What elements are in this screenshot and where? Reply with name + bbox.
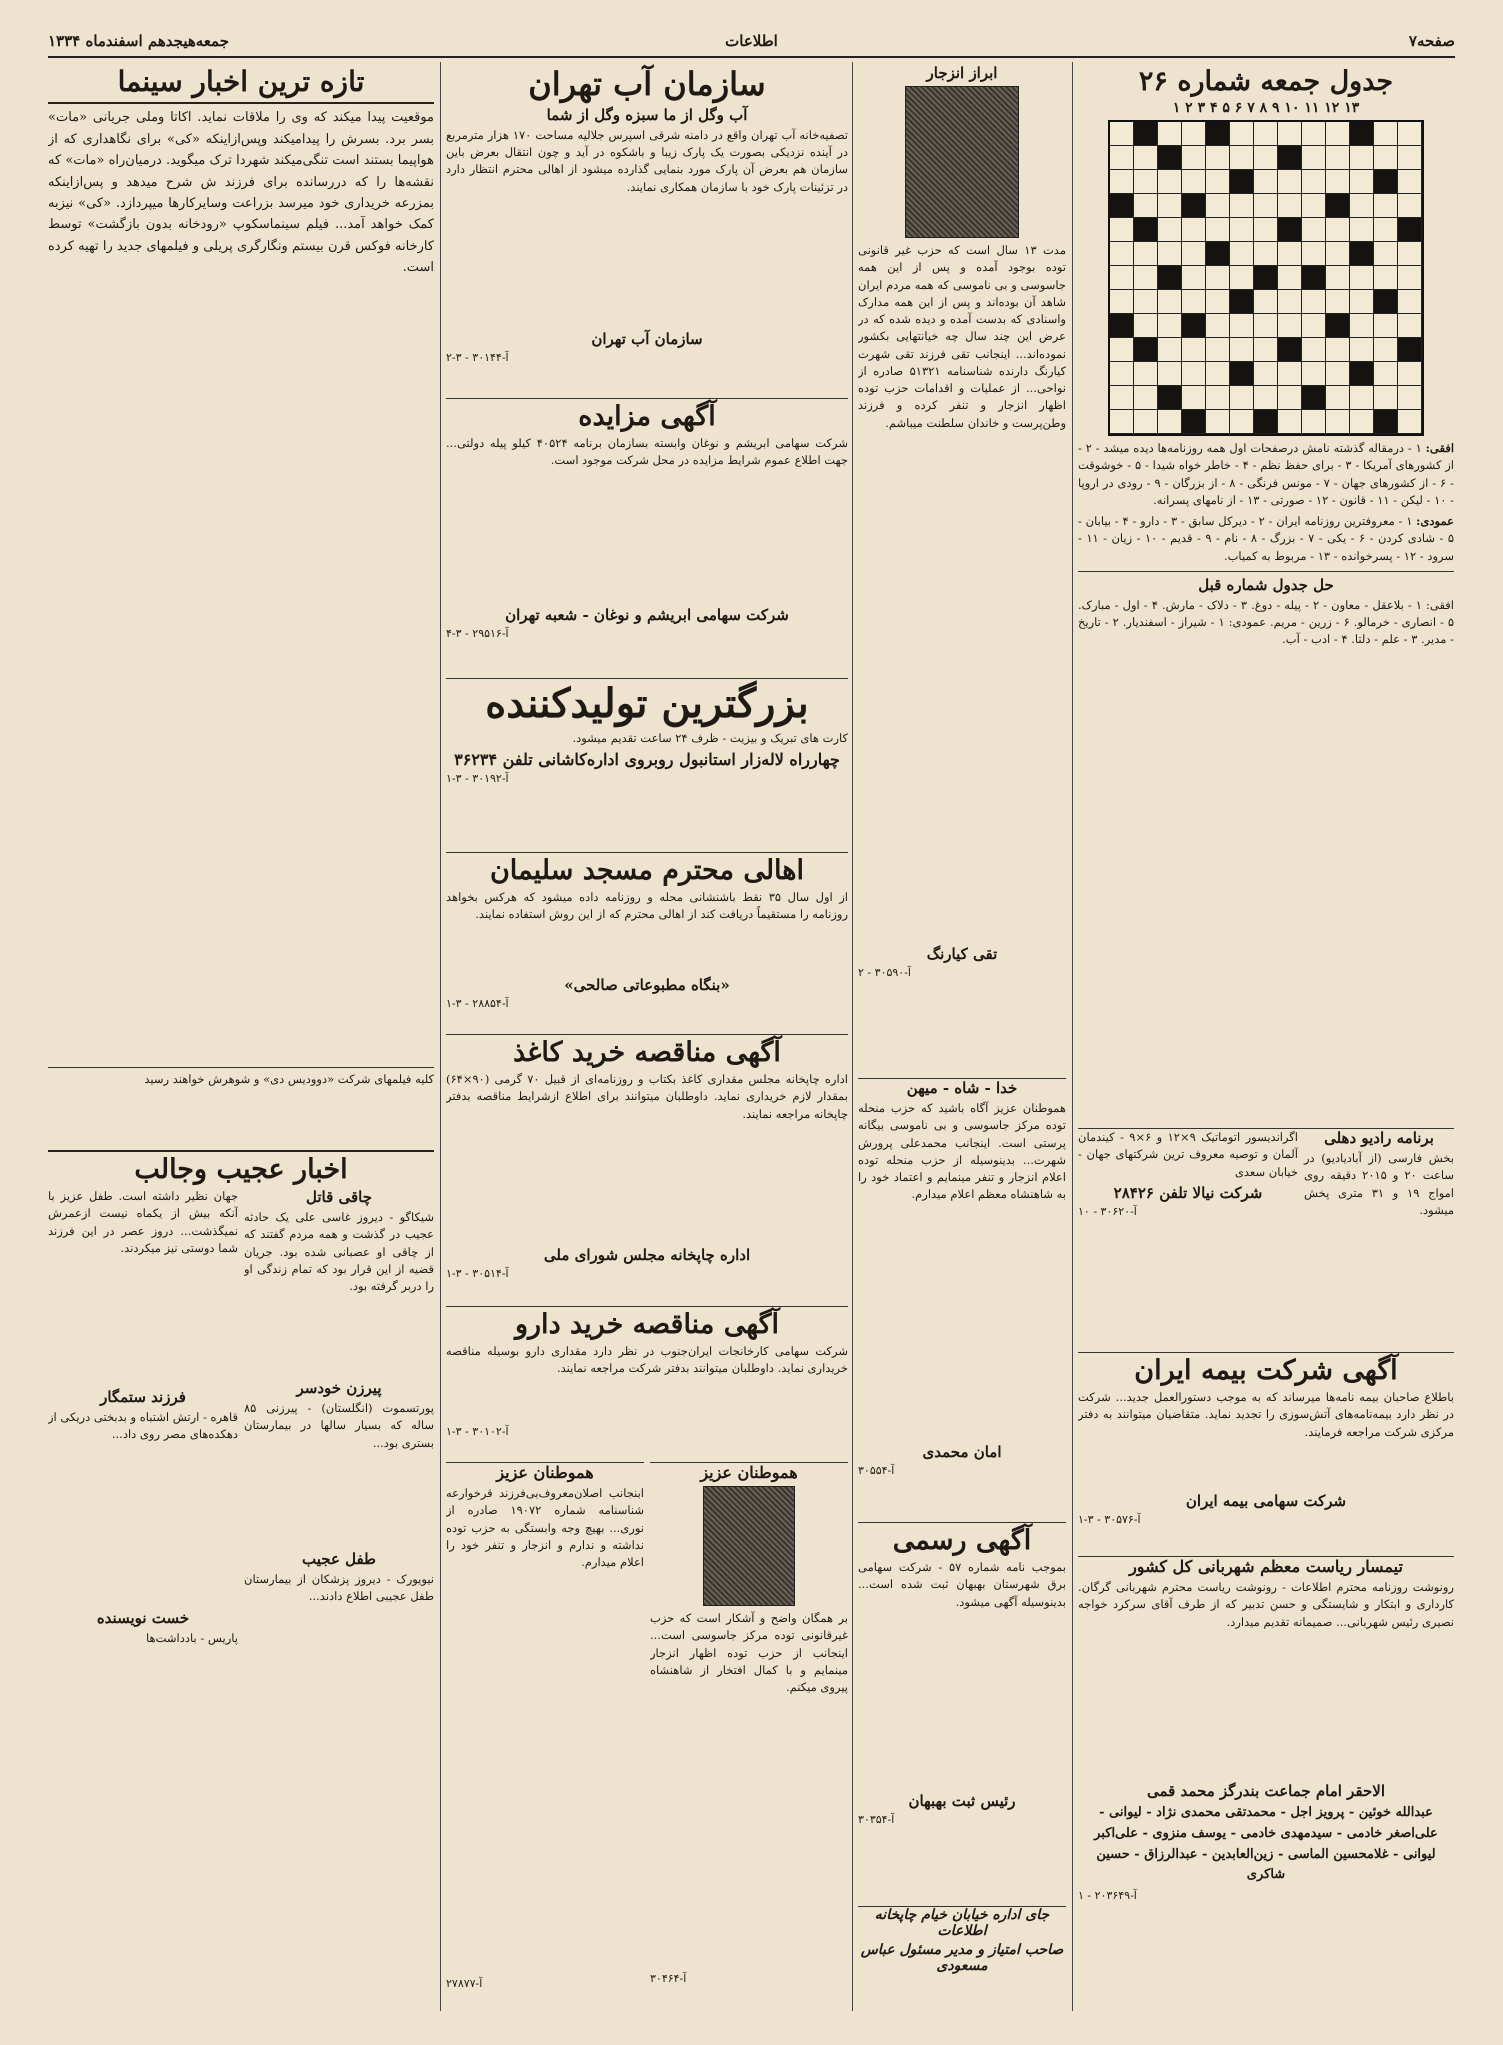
crossword-cell (1278, 170, 1302, 194)
official-notice-code: آ-۳۰۳۵۴ (858, 1813, 895, 1827)
crossword-cell (1134, 362, 1158, 386)
crossword-cell (1230, 410, 1254, 434)
drug-tender-text: شرکت سهامی کارخانجات ایران‌جنوب در نظر دارد مقداری دارو بوسیله مناقصه خریداری نماید. داوطلبان میتوانند بدفتر شرکت مراجعه نمایند. (446, 1344, 848, 1376)
condolence-code: آ-۲۰۳۶۴۹ - ۱ (1078, 1889, 1137, 1903)
radio-title: برنامه رادیو دهلی (1324, 1129, 1434, 1147)
god-shah-code: آ-۳۰۵۵۴ (858, 1464, 895, 1477)
crossword-cell (1398, 170, 1422, 194)
crossword-cell (1158, 194, 1182, 218)
official-notice-text: بموجب نامه شماره ۵۷ - شرکت سهامی برق شهرستان بهبهان ثبت شده است... بدینوسیله آگهی میشود. (858, 1560, 1066, 1609)
crossword-cell (1134, 242, 1158, 266)
crossword-cell (1158, 290, 1182, 314)
crossword-black-cell (1374, 290, 1398, 314)
god-shah-signature: امان محمدی (922, 1443, 1002, 1461)
strange-child-title: طفل عجیب (302, 1550, 376, 1569)
condolence-title: تیمسار ریاست معظم شهربانی کل کشور (1129, 1557, 1403, 1576)
crossword-cell (1326, 290, 1350, 314)
crossword-cell (1182, 146, 1206, 170)
camera-ad-phone: شرکت نیالا تلفن ۲۸۴۲۶ (1113, 1183, 1263, 1202)
drug-tender-title: آگهی مناقصه خرید دارو (514, 1309, 779, 1340)
mosque-code: آ-۲۸۸۵۴ - ۳-۱ (446, 997, 509, 1011)
disavowal-signature: تقی کیارنگ (926, 945, 998, 963)
crossword-cell (1182, 122, 1206, 146)
crossword-cell (1398, 290, 1422, 314)
crossword-cell (1158, 218, 1182, 242)
hamvatan1-text: ابنجانب اصلان‌معروف‌بی‌فرزند قرخوارعه شناسنامه شماره ۱۹۰۷۲ صادره از نوری... بهیچ وجه وابستگی به حزب توده نداشته و ندارم و انزجار و تنفر خود را اعلام میدارم. (446, 1486, 644, 1569)
crossword-cell (1110, 386, 1134, 410)
water-org-ad (446, 64, 848, 394)
crossword-cell (1110, 146, 1134, 170)
column-rule (852, 62, 853, 2011)
crossword-cell (1110, 410, 1134, 434)
crossword-cell (1230, 194, 1254, 218)
crossword-cell (1398, 386, 1422, 410)
oddities-section (48, 1150, 434, 2012)
crossword-cell (1206, 362, 1230, 386)
crossword-cell (1350, 338, 1374, 362)
radio-text: بخش فارسی (از آبادیادیو) در ساعت ۲۰ و ۲۰۱۵ دقیقه روی امواج ۱۹ و ۳۱ متری پخش میشود. (1304, 1151, 1454, 1217)
crossword-black-cell (1254, 410, 1278, 434)
solution-text: افقی: ۱ - بلاعقل - معاون - ۲ - پیله - دوغ. ۳ - دلاک - مارش. ۴ - اول - مبارک. ۵ - انصاری - خرمالو. ۶ - زرین - مریم. عمودی: ۱ - شیراز - اسفندیار. ۲ - تاریخ - مدیر. ۳ - علم - دلتا. ۴ - ادب - آب. (1078, 597, 1454, 647)
crossword-cell (1278, 194, 1302, 218)
disavowal-title: ابراز انزجار (926, 64, 998, 82)
crossword-black-cell (1302, 386, 1326, 410)
crossword-cell (1254, 146, 1278, 170)
down-clues: ۱ - معروفترین روزنامه ایران - ۲ - دیرکل سابق - ۳ - دارو - ۴ - بیابان - ۵ - شادی کردن - ۶ - یکی - ۷ - بزرگ - ۸ - نام - ۹ - قدیم - ۱۰ - زیان - ۱۱ - سرود - ۱۲ - پسرخوانده - ۱۳ - مربوط به کمیاب. (1078, 514, 1454, 563)
crossword-cell (1182, 218, 1206, 242)
crossword-cell (1350, 290, 1374, 314)
crossword-cell (1254, 242, 1278, 266)
crossword-cell (1110, 338, 1134, 362)
crossword-cell (1110, 362, 1134, 386)
mosque-ad (446, 852, 848, 1031)
crossword-black-cell (1134, 338, 1158, 362)
crossword-cell (1398, 410, 1422, 434)
oddities-title: اخبار عجیب وجالب (134, 1154, 348, 1185)
crossword-black-cell (1398, 338, 1422, 362)
portrait-photo (905, 86, 1019, 238)
crossword-cell (1254, 122, 1278, 146)
crossword-black-cell (1206, 242, 1230, 266)
crossword-cell (1134, 290, 1158, 314)
crossword-black-cell (1278, 338, 1302, 362)
crossword-black-cell (1254, 266, 1278, 290)
portrait-photo (703, 1486, 795, 1606)
crossword-cell (1350, 170, 1374, 194)
auction-ad (446, 398, 848, 675)
crossword-cell (1374, 146, 1398, 170)
crossword-cell (1158, 122, 1182, 146)
insurance-signature: شرکت سهامی بیمه ایران (1185, 1492, 1347, 1511)
crossword-cell (1398, 242, 1422, 266)
official-notice (858, 1522, 1066, 1903)
crossword-title: جدول جمعه شماره ۲۶ (1138, 66, 1394, 97)
header-paper-name: اطلاعات (725, 32, 778, 50)
crossword-cell (1206, 170, 1230, 194)
crossword-cell (1326, 170, 1350, 194)
crossword-cell (1182, 338, 1206, 362)
crossword-cell (1206, 314, 1230, 338)
hamvatan-notice-2 (650, 1462, 848, 2013)
writer-title: خست نویسنده (96, 1609, 190, 1628)
crossword-cell (1230, 242, 1254, 266)
condolence-from: الاحقر امام جماعت بندرگز محمد قمی (1146, 1782, 1386, 1800)
crossword-cell (1374, 338, 1398, 362)
cinema-title: تازه ترین اخبار سینما (48, 66, 434, 104)
crossword-cell (1230, 266, 1254, 290)
drug-tender-ad (446, 1306, 848, 1459)
crossword-cell (1278, 266, 1302, 290)
crossword-black-cell (1350, 242, 1374, 266)
crossword-cell (1206, 218, 1230, 242)
crossword-cell (1206, 410, 1230, 434)
fat-wife-title: چاقی قاتل (305, 1188, 372, 1207)
crossword-black-cell (1158, 266, 1182, 290)
producer-phone: چهارراه لاله‌زار استانبول روبروی اداره‌کاشانی تلفن ۳۶۲۳۴ (454, 750, 840, 770)
imprint-editor: صاحب امتیاز و مدیر مسئول عباس مسعودی (860, 1942, 1064, 1974)
camera-ad-text: اگراندیسور اتوماتیک ۹×۱۲ و ۶×۹ - کیندمان آلمان و توصیه معروف ترین شرکتهای جهان - خیابان سعدی (1078, 1130, 1298, 1179)
crossword-cell (1230, 146, 1254, 170)
crossword-black-cell (1134, 122, 1158, 146)
crossword-cell (1158, 242, 1182, 266)
crossword-black-cell (1230, 170, 1254, 194)
disavowal-text: مدت ۱۳ سال است که حزب غیر قانونی توده بوجود آمده و پس از این همه جاسوسی و بی ناموسی که همه مردم ایران شاهد آن بوده‌اند و پس از این همه مدارک واسنادی که بدست آمده و دیده شده که در عرض این چند سال چه خیانتهایی بکشور نموده‌اند... اینجانب تقی فرزند تقی شهرت کیارنگ دارنده شناسنامه ۵۱۳۲۱ صادره از نواحی... از عملیات و اقدامات حزب توده اظهار انزجار و تنفر کرده و فرزند وطن‌پرست و خاندان سلطنت میباشم. (858, 243, 1066, 430)
crossword-cell (1350, 194, 1374, 218)
crossword-cell (1110, 122, 1134, 146)
across-clues: ۱ - درمقاله گذشته نامش درصفحات اول همه روزنامه‌ها دیده میشد - ۲ - از کشورهای آمریکا - ۳ - برای حفظ نظم - ۴ - خاطر خواه شیدا - ۵ - خوشوقت - ۶ - از کشورهای جهان - ۷ - مونس فرنگی - ۸ - از بزرگان - ۹ - رودی در اروپا - ۱۰ - لیکن - ۱۱ - قانون - ۱۲ - صورتی - ۱۳ - از نامهای پسرانه. (1078, 441, 1454, 507)
crossword-cell (1206, 386, 1230, 410)
disavowal-notice (858, 64, 1066, 1074)
crossword-cell (1398, 122, 1422, 146)
crossword-cell (1326, 362, 1350, 386)
crossword-cell (1302, 314, 1326, 338)
crossword-cell (1398, 194, 1422, 218)
crossword-cell (1110, 170, 1134, 194)
crossword-cell (1182, 170, 1206, 194)
crossword-cell (1302, 410, 1326, 434)
writer-text: پاریس - بادداشت‌ها (146, 1631, 238, 1646)
crossword-cell (1230, 314, 1254, 338)
producer-title: بزرگترین تولیدکننده (485, 680, 809, 727)
solution-heading: حل جدول شماره قبل (1078, 571, 1454, 594)
crossword-black-cell (1350, 362, 1374, 386)
crossword-cell (1374, 194, 1398, 218)
hamvatan2-text: بر همگان واضح و آشکار است که حزب غیرقانونی توده مرکز جاسوسی است... اینجانب از حزب توده اظهار انزجار مینمایم و با کمال افتخار از شاهنشاه پیروی میکنم. (650, 1611, 848, 1694)
crossword-cell (1350, 146, 1374, 170)
paper-tender-signature: اداره چاپخانه مجلس شورای ملی (543, 1246, 751, 1265)
old-woman-text: پورتسموت (انگلستان) - پیرزنی ۸۵ ساله که بسیار سالها در بیمارستان بستری بود... (244, 1401, 434, 1450)
crossword-cell (1254, 314, 1278, 338)
crossword-cell (1278, 242, 1302, 266)
crossword-cell (1326, 122, 1350, 146)
cinema-bottom-note: کلیه فیلمهای شرکت «دوودیس دی» و شوهرش خواهند رسید (48, 1067, 434, 1088)
crossword-cell (1374, 266, 1398, 290)
crossword-cell (1398, 314, 1422, 338)
crossword-black-cell (1326, 194, 1350, 218)
crossword-cell (1302, 194, 1326, 218)
crossword-cell (1206, 266, 1230, 290)
crossword-cell (1278, 314, 1302, 338)
crossword-cell (1206, 338, 1230, 362)
mosque-title: اهالی محترم مسجد سلیمان (489, 855, 805, 886)
hamvatan-notice-1 (446, 1462, 644, 2013)
crossword-cell (1182, 266, 1206, 290)
crossword-cell (1302, 218, 1326, 242)
crossword-cell (1326, 410, 1350, 434)
god-shah-text: هموطنان عزیز آگاه باشید که حزب منحله توده مرکز جاسوسی و بی ناموسی بیگانه پرستی است. اینجانب محمدعلی پرورش شهرت... بدینوسیله از حزب منحله توده اعلام انزجار و تنفر مینمایم و اعتماد خود را به شاهنشاه معظم اعلام میدارم. (858, 1101, 1066, 1202)
crossword-cell (1278, 122, 1302, 146)
auction-signature: شرکت سهامی ابریشم و نوغان - شعبه تهران (505, 606, 789, 625)
crossword-cell (1230, 122, 1254, 146)
crossword-black-cell (1182, 410, 1206, 434)
insurance-code: آ-۳۰۵۷۶ - ۳-۱ (1078, 1513, 1141, 1527)
crossword-black-cell (1158, 146, 1182, 170)
crossword-cell (1398, 266, 1422, 290)
crossword-cell (1134, 170, 1158, 194)
crossword-cell (1254, 290, 1278, 314)
crossword-cell (1302, 146, 1326, 170)
auction-title: آگهی مزایده (578, 401, 716, 432)
crossword-black-cell (1302, 266, 1326, 290)
crossword-black-cell (1110, 314, 1134, 338)
crossword-cell (1254, 362, 1278, 386)
strange-child-text: نیویورک - دیروز پزشکان از بیمارستان طفل عجیبی اطلاع دادند... (244, 1572, 434, 1604)
crossword-black-cell (1398, 218, 1422, 242)
crossword-cell (1350, 314, 1374, 338)
crossword-cell (1326, 266, 1350, 290)
crossword-cell (1302, 290, 1326, 314)
crossword-cell (1302, 242, 1326, 266)
hamvatan2-code: آ-۳۰۴۶۴ (650, 1972, 687, 1985)
crossword-cell (1110, 266, 1134, 290)
crossword-cell (1182, 362, 1206, 386)
water-title: سازمان آب تهران (528, 65, 766, 103)
crossword-cell (1110, 242, 1134, 266)
paper-tender-title: آگهی مناقصه خرید کاغذ (513, 1037, 781, 1068)
crossword-cell (1302, 170, 1326, 194)
crossword-cell (1374, 218, 1398, 242)
crossword-cell (1158, 314, 1182, 338)
condolence-text: رونوشت روزنامه محترم اطلاعات - رونوشت ریاست محترم شهربانی گرگان. کارداری و ابتکار و شایستگی و حسن تدبیر که از طرف آقای سرکرد خواجه نصیری رئیس شهربانی... صمیمانه تقدیم میدارد. (1078, 1580, 1454, 1629)
page-header (48, 30, 1455, 58)
crossword-cell (1206, 194, 1230, 218)
crossword-cell (1230, 338, 1254, 362)
crossword-cell (1110, 218, 1134, 242)
official-notice-signature: رئیس ثبت بهبهان (908, 1792, 1016, 1811)
crossword-cell (1326, 386, 1350, 410)
producer-text: کارت های تبریک و بیزیت - ظرف ۲۴ ساعت تقدیم میشود. (572, 731, 848, 745)
crossword-black-cell (1182, 314, 1206, 338)
imprint-address: جای اداره خیابان خیام چاپخانه اطلاعات (874, 1907, 1050, 1939)
crossword-cell (1134, 314, 1158, 338)
crossword-cell (1302, 338, 1326, 362)
crossword-cell (1278, 410, 1302, 434)
paper-tender-text: اداره چاپخانه مجلس مقداری کاغذ بکتاب و روزنامه‌ای از قبیل ۷۰ گرمی (۹۰×۶۴) بمقدار لازم خریداری نماید. داوطلبان میتوانند برای اطلاع ازشرایط مناقصه بدفتر چاپخانه مراجعه نمایند. (446, 1072, 848, 1121)
insurance-text: باطلاع صاحبان بیمه نامه‌ها میرساند که به موجب دستورالعمل جدید... شرکت در نظر دارد بیمه‌نامه‌های آتش‌سوزی را تجدید نماید. متقاضیان میتوانند به دفتر مرکزی شرکت مراجعه فرمایند. (1078, 1390, 1454, 1439)
header-page-number: صفحه۷ (1408, 32, 1455, 50)
crossword-cell (1182, 386, 1206, 410)
crossword-black-cell (1230, 290, 1254, 314)
crossword-cell (1134, 194, 1158, 218)
hamvatan2-title: هموطنان عزیز (700, 1463, 798, 1482)
crossword-cell (1134, 386, 1158, 410)
disavowal-code: آ-۳۰۵۹۰ - ۲ (858, 966, 911, 979)
crossword-cell (1230, 218, 1254, 242)
condolence-notice (1078, 1556, 1454, 2013)
header-date: جمعه‌هیجدهم اسفندماه ۱۳۳۴ (48, 32, 229, 50)
crossword-black-cell (1374, 170, 1398, 194)
crossword-black-cell (1350, 122, 1374, 146)
crossword-cell (1326, 338, 1350, 362)
crossword-cell (1254, 386, 1278, 410)
column-rule (1072, 62, 1073, 2011)
insurance-title: آگهی شرکت بیمه ایران (1134, 1355, 1398, 1386)
crossword-black-cell (1230, 362, 1254, 386)
crossword-cell (1206, 146, 1230, 170)
crossword-cell (1302, 122, 1326, 146)
water-subtitle: آب وگل از ما سبزه وگل از شما (546, 105, 748, 124)
paper-tender-code: آ-۳۰۵۱۴ - ۳-۱ (446, 1267, 509, 1281)
column-rule (440, 62, 441, 2011)
crossword-column-numbers: ۱۳ ۱۲ ۱۱ ۱۰ ۹ ۸ ۷ ۶ ۵ ۴ ۳ ۲ ۱ (1172, 100, 1360, 117)
god-shah-notice (858, 1078, 1066, 1519)
insurance-ad (1078, 1352, 1454, 1553)
crossword-cell (1374, 362, 1398, 386)
crossword-cell (1326, 242, 1350, 266)
crossword-black-cell (1374, 410, 1398, 434)
cinema-news-section (48, 64, 434, 1146)
auction-code: آ-۲۹۵۱۶ - ۳-۴ (446, 627, 509, 641)
drug-tender-code: آ-۳۰۱۰۲ - ۳-۱ (446, 1425, 509, 1439)
crossword-cell (1350, 218, 1374, 242)
crossword-cell (1278, 386, 1302, 410)
crossword-cell (1302, 362, 1326, 386)
crossword-cell (1158, 362, 1182, 386)
crossword-black-cell (1278, 146, 1302, 170)
crossword-cell (1182, 290, 1206, 314)
crossword-cell (1374, 314, 1398, 338)
water-signature: سازمان آب تهران (591, 329, 703, 348)
producer-code: آ-۳۰۱۹۲ - ۳-۱ (446, 772, 509, 786)
fat-wife-text: شیکاگو - دیروز غاسی علی یک حادثه عجیب در گذشت و همه مردم گفتند که از چاقی او عصبانی شده بود. جریان قضیه از این قرار بود که تمام زندگی او را دربر گرفته بود. (244, 1210, 434, 1294)
crossword-black-cell (1158, 386, 1182, 410)
imprint (858, 1906, 1066, 2013)
across-heading: افقی: (1425, 441, 1454, 456)
crossword-cell (1110, 290, 1134, 314)
god-shah-title: خدا - شاه - میهن (906, 1079, 1018, 1097)
crossword-cell (1158, 410, 1182, 434)
crossword-cell (1254, 218, 1278, 242)
cinema-text: موقعیت پیدا میکند که وی را ملاقات نماید. اکاتا وملی جریانی «مات» بسر برد. بسرش را پیدامیکند وپس‌ازاینکه «کی» برای نگاهداری که از هواپیما بستند است تنگی‌میکند شهردا ترک میگوید. درمیان‌راه «مات» که نقشه‌ها را که دررسانده برای فرزند ش شرح میدهد و پس‌ازاینکه بمزرعه خریداری خود میرسد بزراعت وسایرکارها میپردازد. «کی» نیزبه کمک خواهد آمد... فیلم سینماسکوپ «رودخانه بدون بازگشت» توسط کارخانه فوکس قرن بیستم ونگارگری پریلی و فیلمهای جدید را تهیه کرده است. (48, 110, 434, 276)
crossword-cell (1254, 194, 1278, 218)
cruel-son-text: قاهره - ارتش اشتباه و بدبختی دریکی از دهکده‌های مصر روی داد... (48, 1410, 238, 1442)
crossword-cell (1326, 218, 1350, 242)
crossword-black-cell (1182, 194, 1206, 218)
oddities-text: جهان نظیر داشته است. طفل عزیز با آنکه بیش از یکماه نیست ازعمرش نمیگذشت... دروز عصر در این فرزند شما دوستی نیز میکردند. (48, 1189, 238, 1255)
crossword-cell (1374, 122, 1398, 146)
condolence-names: عبدالله خوئین - پرویز اجل - محمدتقی محمدی نژاد - لیوانی - علی‌اصغر خادمی - سیدمهدی خادمی - یوسف منزوی - علی‌اکبر لیوانی - غلامحسین الماسی - زین‌العابدین - عبدالرزاق - حسین شاکری (1094, 1805, 1438, 1883)
water-code: آ-۳۰۱۴۴ - ۳-۲ (446, 350, 509, 364)
mosque-text: از اول سال ۳۵ نقط باشنشانی محله و روزنامه داده میشود که هرکس بخواهد روزنامه را مستقیماً دریافت کند از اهالی محترم که از این روش استفاده نمایند. (446, 890, 848, 922)
crossword-cell (1254, 170, 1278, 194)
crossword-cell (1350, 410, 1374, 434)
crossword-cell (1182, 242, 1206, 266)
crossword-cell (1374, 386, 1398, 410)
crossword-black-cell (1110, 194, 1134, 218)
crossword-black-cell (1206, 122, 1230, 146)
crossword-cell (1278, 362, 1302, 386)
crossword-cell (1134, 410, 1158, 434)
crossword-cell (1158, 338, 1182, 362)
water-text: تصفیه‌خانه آب تهران واقع در دامنه شرقی اسپرس جلالیه مساحت ۱۷۰ هزار مترمربع در آینده نزدیکی بصورت یک پارک زیبا و باشکوه در آید و چون انتقال بعرض باین سازمان هم بعرض آن پارک مورد بنمایی گذارده میشود از اهالی محترم انتظار دارد در تزئینات پارک خود با سازمان همکاری نمایند. (446, 127, 848, 194)
crossword-black-cell (1278, 218, 1302, 242)
crossword-cell (1350, 386, 1374, 410)
crossword-cell (1398, 146, 1422, 170)
crossword-cell (1134, 146, 1158, 170)
paper-tender-ad (446, 1034, 848, 1303)
old-woman-title: پیرزن خودسر (296, 1379, 382, 1398)
crossword-black-cell (1326, 314, 1350, 338)
producer-ad (446, 678, 848, 849)
cruel-son-title: فرزند ستمگار (100, 1388, 186, 1407)
crossword-grid (1108, 120, 1424, 436)
crossword-cell (1278, 290, 1302, 314)
hamvatan1-title: هموطنان عزیز (496, 1463, 594, 1482)
official-notice-title: آگهی رسمی (892, 1525, 1032, 1556)
hamvatan1-code: آ-۲۷۸۷۷ (446, 1977, 483, 1990)
crossword-cell (1158, 170, 1182, 194)
crossword-cell (1326, 146, 1350, 170)
crossword-black-cell (1134, 218, 1158, 242)
crossword-cell (1230, 386, 1254, 410)
crossword-cell (1134, 266, 1158, 290)
crossword-cell (1374, 242, 1398, 266)
crossword-cell (1350, 266, 1374, 290)
crossword-cell (1254, 338, 1278, 362)
auction-text: شرکت سهامی ابریشم و نوغان وابسته بسازمان برنامه ۴۰۵۲۴ کیلو پیله دولتی... جهت اطلاع عموم شرایط مزایده در محل شرکت موجود است. (446, 436, 848, 468)
mosque-signature: «بنگاه مطبوعاتی صالحی» (564, 976, 730, 995)
down-heading: عمودی: (1416, 514, 1454, 529)
radio-ad (1078, 1128, 1454, 1349)
crossword-cell (1206, 290, 1230, 314)
crossword-section (1078, 64, 1454, 1124)
camera-ad-code: آ-۳۰۶۲۰ - ۱۰ (1078, 1204, 1137, 1218)
crossword-cell (1398, 362, 1422, 386)
